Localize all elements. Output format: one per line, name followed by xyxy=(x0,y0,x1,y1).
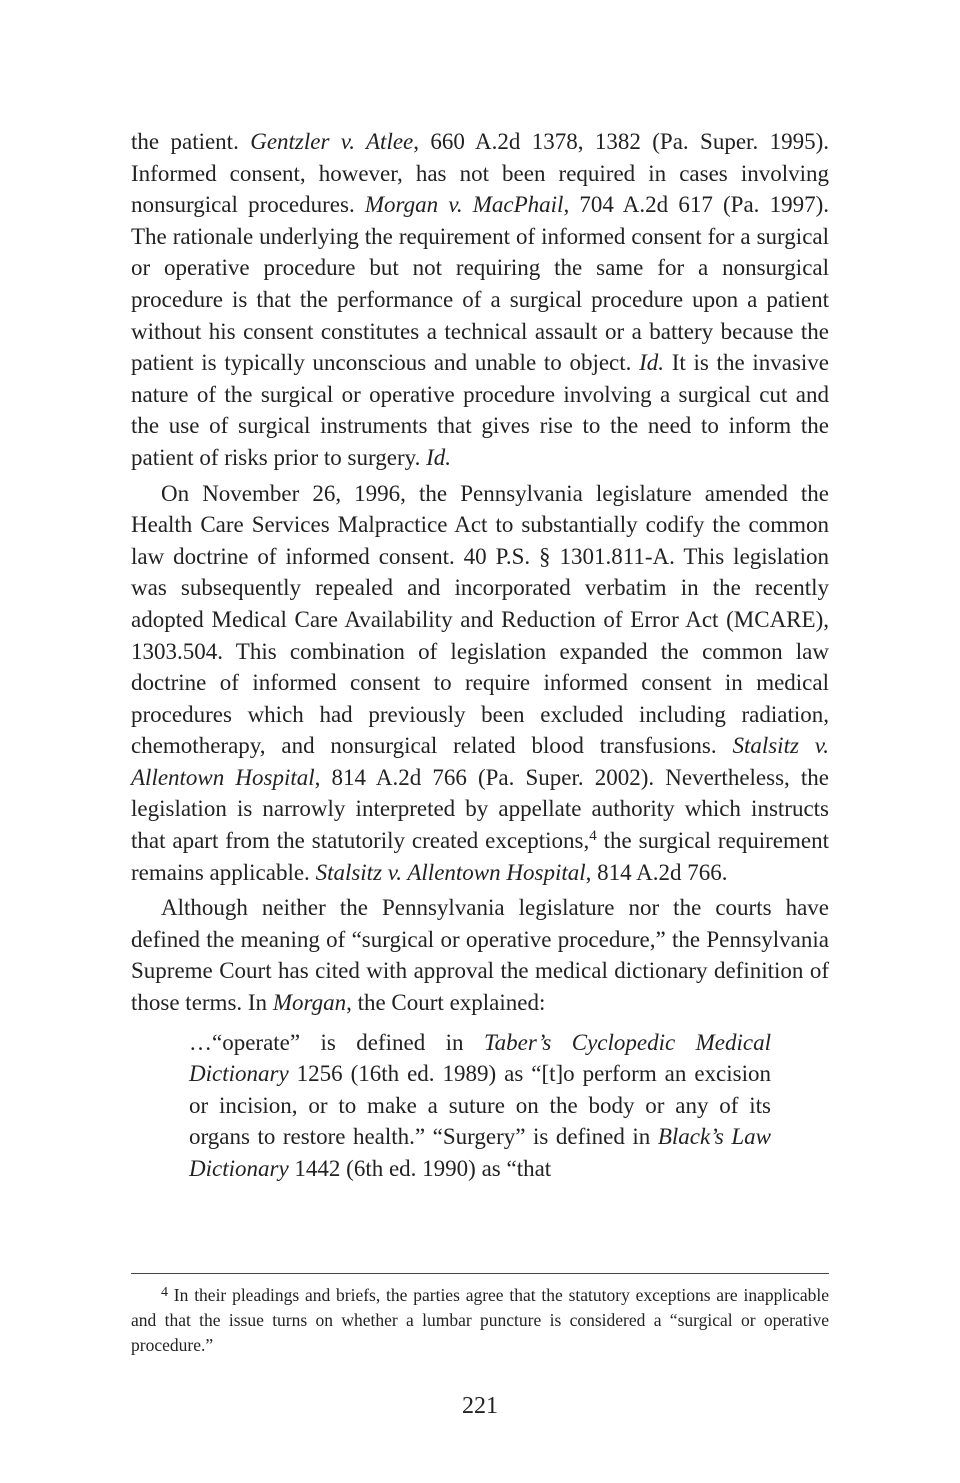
book-title: Taber’s Cyclopedic Medical Dictionary xyxy=(189,1029,771,1087)
case-citation: Morgan xyxy=(272,990,347,1016)
paragraph-3 xyxy=(131,892,829,1018)
text-run: , 814 A.2d 766 (Pa. Super. 2002). Nevertheless, the legislation is narrowly interpreted by appellate authority which instructs that apart from the statutorily created exceptions, xyxy=(131,764,830,854)
text-run: the surgical requirement remains applicable. xyxy=(131,828,829,885)
case-citation: Stalsitz v. Allentown Hospital xyxy=(315,859,586,885)
text-run: , the Court explained: xyxy=(346,990,546,1016)
text-run: …“operate” is defined in xyxy=(189,1029,484,1055)
case-citation: Id. xyxy=(639,350,665,376)
text-run: 1256 (16th ed. 1989) as “[t]o perform an excision or incision, or to make a suture on the body or any of its organs to restore health.” “Surgery” is defined in xyxy=(189,1061,771,1150)
text-run: the patient. xyxy=(131,129,251,154)
case-citation: Id. xyxy=(426,444,452,470)
case-citation: Gentzler v. Atlee xyxy=(250,129,414,154)
page-number: 221 xyxy=(462,1393,498,1419)
paragraph-2 xyxy=(131,478,829,889)
text-run: Although neither the Pennsylvania legislature nor the courts have defined the meaning of “surgical or operative procedure,” the Pennsylvania Supreme Court has cited with approval the medical dictionary definition of those terms. In xyxy=(131,895,829,1016)
main-text xyxy=(131,126,829,1185)
footnote-number: 4 xyxy=(161,1285,168,1300)
footnote-reference[interactable]: 4 xyxy=(589,828,597,845)
text-run: , 660 A.2d 1378, 1382 (Pa. Super. 1995). Informed consent, however, has not been required in cases involving nonsurgical procedures. xyxy=(131,129,829,218)
footnote-text: In their pleadings and briefs, the parties agree that the statutory exceptions are inapplicable and that the issue turns on whether a lumbar puncture is considered a “surgical or operative procedure.” xyxy=(131,1285,829,1355)
text-run: 1442 (6th ed. 1990) as “that xyxy=(288,1156,552,1181)
footnote xyxy=(131,1283,829,1358)
paragraph-1 xyxy=(131,126,829,474)
case-citation: Morgan v. MacPhail xyxy=(364,192,564,218)
text-run: On November 26, 1996, the Pennsylvania legislature amended the Health Care Services Malpractice Act to substantially codify the common law doctrine of informed consent. 40 P.S. § 1301.811-A. This legislation was subsequently repealed and incorporated verbatim in the recently adopted Medical Care Availability and Reduction of Error Act (MCARE), 1303.504. This combination of legislation expanded the common law doctrine of informed consent to require informed consent in medical procedures which had previously been excluded including radiation, chemotherapy, and nonsurgical related blood transfusions. xyxy=(131,480,829,759)
text-run: , 704 A.2d 617 (Pa. 1997). The rationale underlying the requirement of informed consent for a surgical or operative procedure but not requiring the same for a nonsurgical procedure is that the performance of a surgical procedure upon a patient without his consent constitutes a technical assault or a battery because the patient is typically unconscious and unable to object. xyxy=(131,192,829,376)
text-run: It is the invasive nature of the surgical or operative procedure involving a surgical cut and the use of surgical instruments that gives rise to the need to inform the patient of risks prior to surgery. xyxy=(131,350,830,470)
footnote-divider xyxy=(131,1273,829,1274)
book-title: Black’s Law Dictionary xyxy=(189,1124,771,1181)
text-run: , 814 A.2d 766. xyxy=(585,859,728,885)
case-citation: Stalsitz v. Allentown Hospital xyxy=(131,733,829,790)
block-quote xyxy=(189,1027,771,1185)
